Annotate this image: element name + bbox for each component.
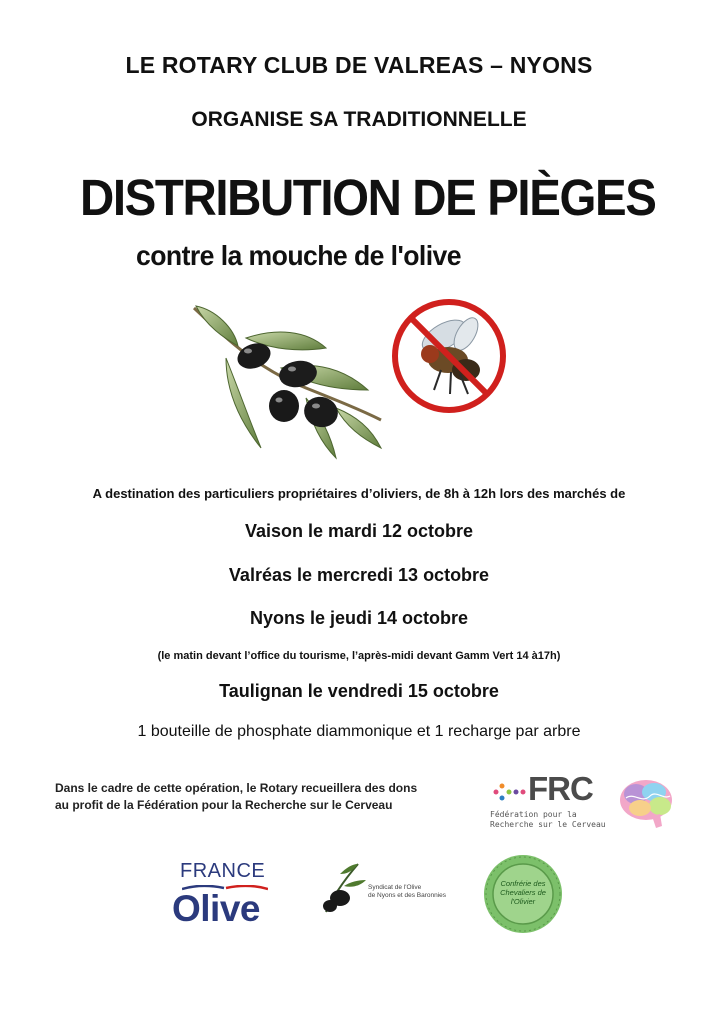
france-olive-bottom: Olive [172, 888, 260, 929]
title-line-2: ORGANISE SA TRADITIONNELLE [191, 108, 527, 131]
syndicat-text [368, 884, 446, 900]
rotary-note-line-1: Dans le cadre de cette opération, le Rotary recueillera des dons [55, 781, 418, 795]
market-nyons-note: (le matin devant l’office du tourisme, l’après-midi devant Gamm Vert 14 à17h) [157, 650, 561, 662]
confrerie-logo [482, 853, 564, 935]
france-olive-top: FRANCE [180, 860, 266, 882]
brain-icon [616, 774, 678, 832]
confrerie-line-2: Chevaliers de [500, 888, 546, 897]
frc-sub-line-1: Fédération pour la [490, 810, 577, 819]
confrerie-line-1: Confrérie des [500, 879, 546, 888]
syndicat-olive-logo [318, 860, 458, 920]
no-fly-icon [386, 298, 512, 414]
market-nyons: Nyons le jeudi 14 octobre [249, 608, 469, 628]
subheadline: contre la mouche de l'olive [136, 240, 462, 271]
france-olive-logo [170, 858, 280, 938]
market-vaison: Vaison le mardi 12 octobre [244, 521, 474, 541]
market-taulignan: Taulignan le vendredi 15 octobre [219, 681, 499, 701]
rotary-donation-note [55, 780, 417, 814]
dots-icon [492, 780, 526, 804]
rotary-note-line-2: au profit de la Fédération pour la Recherche sur le Cerveau [55, 798, 393, 812]
confrerie-text [494, 879, 552, 906]
frc-letters: FRC [528, 770, 593, 807]
syndicat-olive-icon [318, 860, 368, 920]
frc-logo [488, 770, 678, 836]
title-line-1: LE ROTARY CLUB DE VALREAS – NYONS [125, 52, 593, 78]
confrerie-line-3: l'Olivier [510, 897, 536, 906]
frc-subtitle [490, 810, 606, 830]
market-valreas: Valréas le mercredi 13 octobre [228, 565, 490, 585]
intro-text: A destination des particuliers propriétaires d’oliviers, de 8h à 12h lors des marchés de [92, 486, 626, 501]
frc-sub-line-2: Recherche sur le Cerveau [490, 820, 606, 829]
syndicat-line-2: de Nyons et des Baronnies [368, 892, 447, 899]
headline: DISTRIBUTION DE PIÈGES [80, 169, 656, 226]
syndicat-line-1: Syndicat de l'Olive [368, 884, 422, 891]
olive-branch-icon [186, 298, 386, 463]
kit-description: 1 bouteille de phosphate diammonique et 1 recharge par arbre [137, 723, 581, 740]
